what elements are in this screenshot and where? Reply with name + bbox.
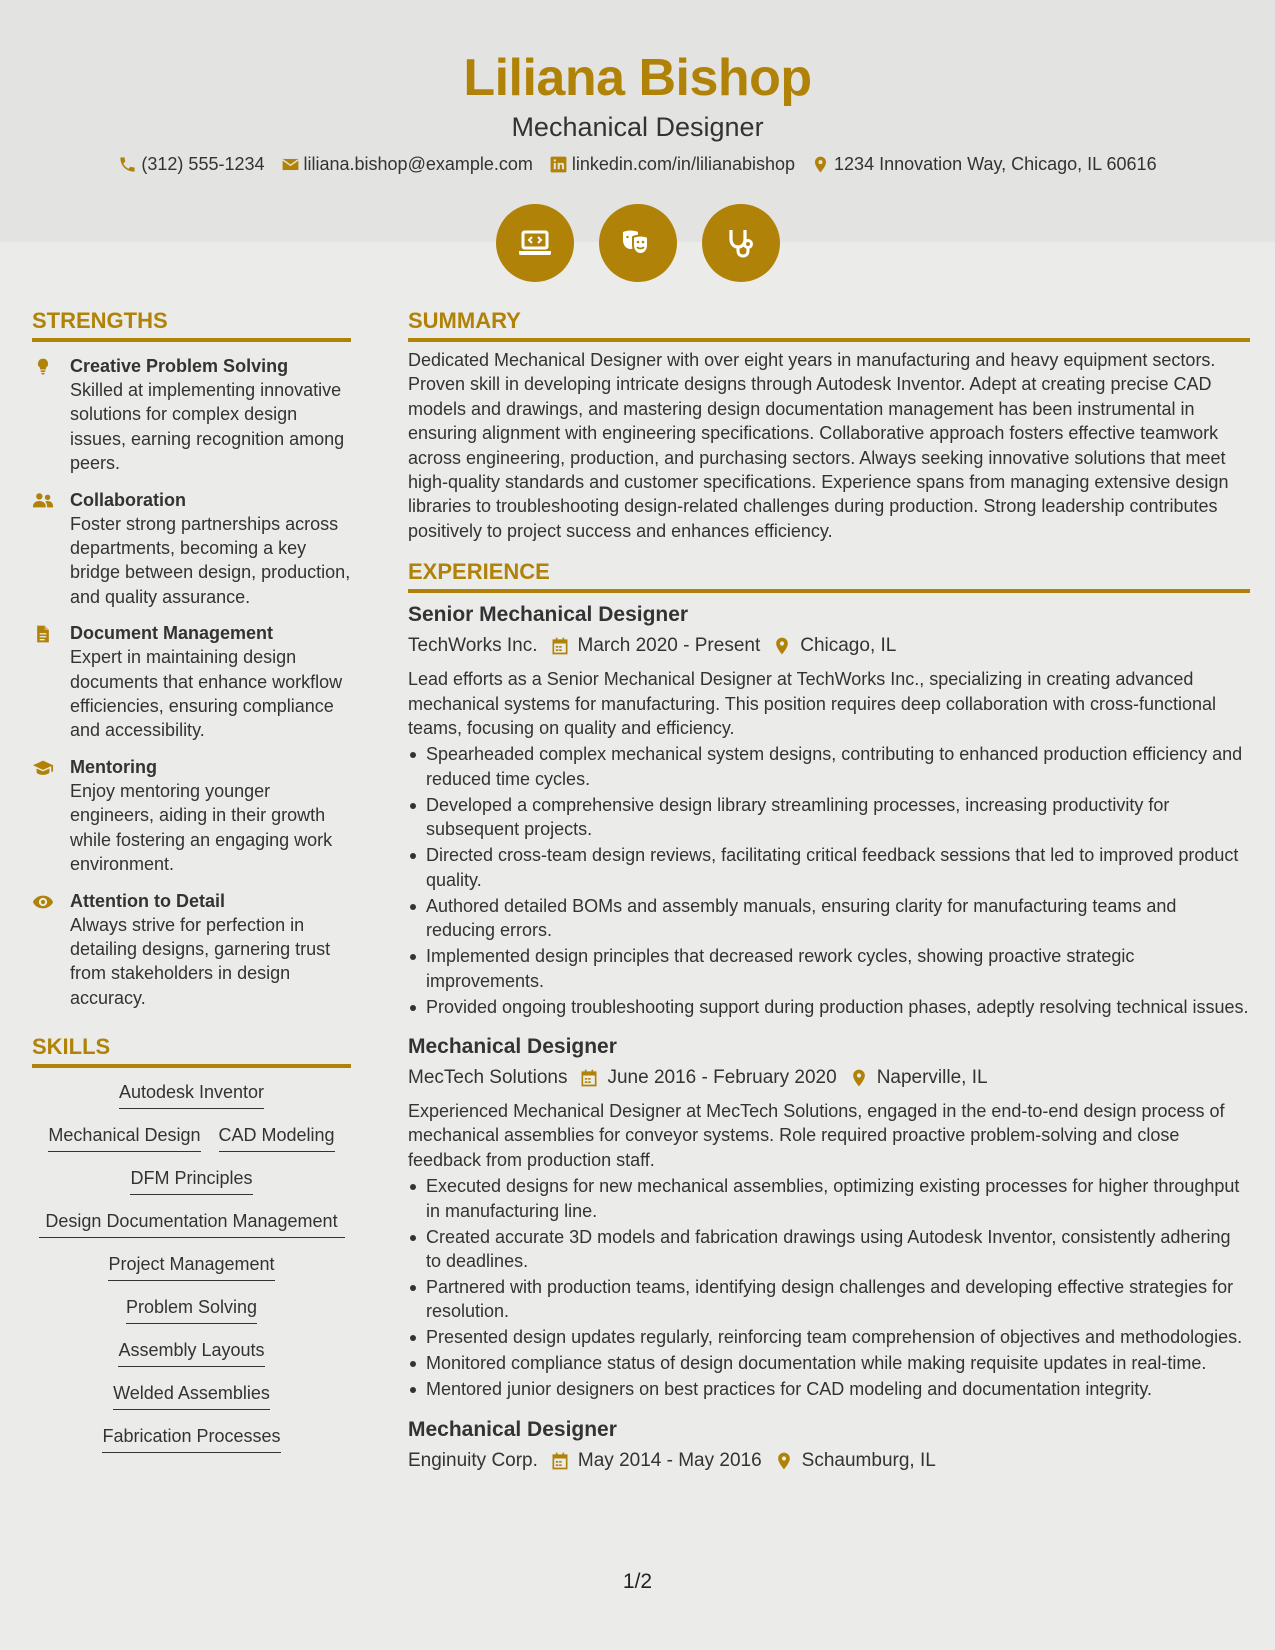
job-meta [408,1065,1250,1091]
job-entry [408,1416,1250,1474]
job-bullet: Developed a comprehensive design library streamlining processes, increasing productivity for subsequent projects. [408,793,1250,842]
job-description: Experienced Mechanical Designer at MecTech Solutions, engaged in the end-to-end design process of mechanical assemblies for conveyor systems. Role required proactive problem-solving and close feedback from production staff. [408,1100,1225,1170]
job-bullet: Monitored compliance status of design documentation while making requisite updates in real-time. [408,1351,1250,1375]
job-entry [408,601,1250,1019]
strength-item [32,621,351,743]
strength-item [32,354,351,476]
envelope-icon [281,155,300,174]
map-pin-icon [849,1068,869,1088]
job-company: Enginuity Corp. [408,1449,538,1471]
skill-tag: Fabrication Processes [102,1424,280,1453]
graduation-cap-icon [32,758,54,778]
skill-tag: Project Management [108,1252,274,1281]
map-pin-icon [811,155,830,174]
lightbulb-icon [32,357,54,377]
users-icon [32,491,54,511]
job-bullet: Executed designs for new mechanical assemblies, optimizing existing processes for higher throughput in manufacturing line. [408,1174,1250,1223]
skill-tag: DFM Principles [130,1166,252,1195]
job-meta [408,1448,1250,1474]
strength-title: Creative Problem Solving [70,356,289,376]
document-icon [32,624,54,644]
skill-tag: Design Documentation Management [39,1209,345,1238]
skill-tag: Problem Solving [126,1295,257,1324]
phone-text: (312) 555-1234 [141,154,265,174]
contact-phone[interactable] [118,152,264,176]
strength-desc: Expert in maintaining design documents that enhance workflow efficiencies, ensuring compliance and accessibility. [70,647,343,741]
strength-title: Document Management [70,623,274,644]
job-bullet: Created accurate 3D models and fabrication drawings using Autodesk Inventor, consistently adhering to deadlines. [408,1225,1250,1274]
skill-tag: Assembly Layouts [118,1338,264,1367]
strength-title: Mentoring [70,756,157,777]
linkedin-icon [549,155,568,174]
candidate-role: Mechanical Designer [511,112,764,142]
job-bullet: Mentored junior designers on best practices for CAD modeling and documentation integrity. [408,1377,1250,1401]
laptop-code-icon [496,204,574,282]
job-location: Chicago, IL [800,635,897,657]
candidate-name: Liliana Bishop [463,49,812,107]
map-pin-icon [774,1451,794,1471]
contact-email[interactable] [281,152,533,176]
strength-desc: Skilled at implementing innovative solutions for complex design issues, earning recognition among peers. [70,380,345,474]
skill-tag: Welded Assemblies [113,1381,270,1410]
job-bullet: Presented design updates regularly, reinforcing team comprehension of objectives and methodologies. [408,1325,1250,1349]
job-bullet: Spearheaded complex mechanical system designs, contributing to enhanced production efficiency and reduced time cycles. [408,742,1250,791]
job-location: Naperville, IL [876,1066,988,1088]
job-dates: March 2020 - Present [577,635,761,657]
job-title: Mechanical Designer [408,1417,617,1441]
strength-title: Attention to Detail [70,890,225,911]
job-bullet: Provided ongoing troubleshooting support during production phases, adeptly resolving technical issues. [408,995,1250,1019]
strength-desc: Foster strong partnerships across departments, becoming a key bridge between design, production, and quality assurance. [70,513,351,607]
job-description: Lead efforts as a Senior Mechanical Designer at TechWorks Inc., specializing in creating advanced mechanical systems for manufacturing. This position requires deep collaboration with cross-functional teams, focusing on quality and efficiency. [408,669,1217,739]
skill-tag: Mechanical Design [48,1123,200,1152]
linkedin-text: linkedin.com/in/lilianabishop [571,154,796,174]
skills-list [32,1080,351,1453]
strength-item [32,755,351,877]
job-location: Schaumburg, IL [801,1449,936,1471]
job-title: Mechanical Designer [408,1034,617,1058]
strengths-heading: STRENGTHS [32,306,351,342]
skills-heading: SKILLS [32,1032,351,1068]
right-column [408,306,1250,1474]
job-dates: June 2016 - February 2020 [607,1066,837,1088]
strength-title: Collaboration [70,489,186,510]
stethoscope-icon [702,204,780,282]
theater-masks-icon [599,204,677,282]
job-bullet: Directed cross-team design reviews, facilitating critical feedback sessions that led to improved product quality. [408,843,1250,892]
job-bullet: Authored detailed BOMs and assembly manuals, ensuring clarity for manufacturing teams and reducing errors. [408,894,1250,943]
job-bullets [408,1174,1250,1402]
header-band [0,0,1275,242]
map-pin-icon [772,636,792,656]
contact-bar [0,152,1275,176]
strength-item [32,889,351,1011]
job-bullet: Implemented design principles that decreased rework cycles, showing proactive strategic improvements. [408,944,1250,993]
calendar-icon [579,1068,599,1088]
summary-heading: SUMMARY [408,306,1250,342]
strength-desc: Always strive for perfection in detailing designs, garnering trust from stakeholders in design accuracy. [70,914,331,1008]
hobby-icons [0,204,1275,282]
job-bullets [408,742,1250,1018]
job-title: Senior Mechanical Designer [408,603,689,627]
summary-text: Dedicated Mechanical Designer with over eight years in manufacturing and heavy equipment sectors. Proven skill in developing intricate designs through Autodesk Inventor. Adept at creating precise CAD models and drawings, and mastering design documentation management has been instrumental in ensuring alignment with engineering specifications. Collaborative approach fosters effective teamwork across engineering, production, and purchasing sectors. Always seeking innovative solutions that meet high-quality standards and customer specifications. Experience spans from managing extensive design libraries to troubleshooting design-related challenges during production. Strong leadership contributes positively to project success and enhances efficiency. [408,350,1229,541]
calendar-icon [550,1451,570,1471]
skill-tag: Autodesk Inventor [119,1080,264,1109]
contact-linkedin[interactable] [549,152,795,176]
experience-heading: EXPERIENCE [408,557,1250,593]
job-dates: May 2014 - May 2016 [577,1449,762,1471]
contact-address [811,152,1157,176]
job-company: MecTech Solutions [408,1066,568,1088]
job-entry [408,1033,1250,1402]
calendar-icon [550,636,570,656]
left-column [32,306,351,1453]
email-text: liliana.bishop@example.com [303,154,533,174]
strength-desc: Enjoy mentoring younger engineers, aiding in their growth while fostering an engaging work environment. [70,780,333,875]
address-text: 1234 Innovation Way, Chicago, IL 60616 [834,154,1157,174]
skill-tag: CAD Modeling [219,1123,335,1152]
eye-icon [32,892,54,912]
phone-icon [118,155,137,174]
strength-item [32,488,351,610]
job-bullet: Partnered with production teams, identifying design challenges and developing effective strategies for resolution. [408,1275,1250,1324]
job-meta [408,633,1250,659]
page-number: 1/2 [622,1570,653,1593]
job-company: TechWorks Inc. [408,635,538,657]
